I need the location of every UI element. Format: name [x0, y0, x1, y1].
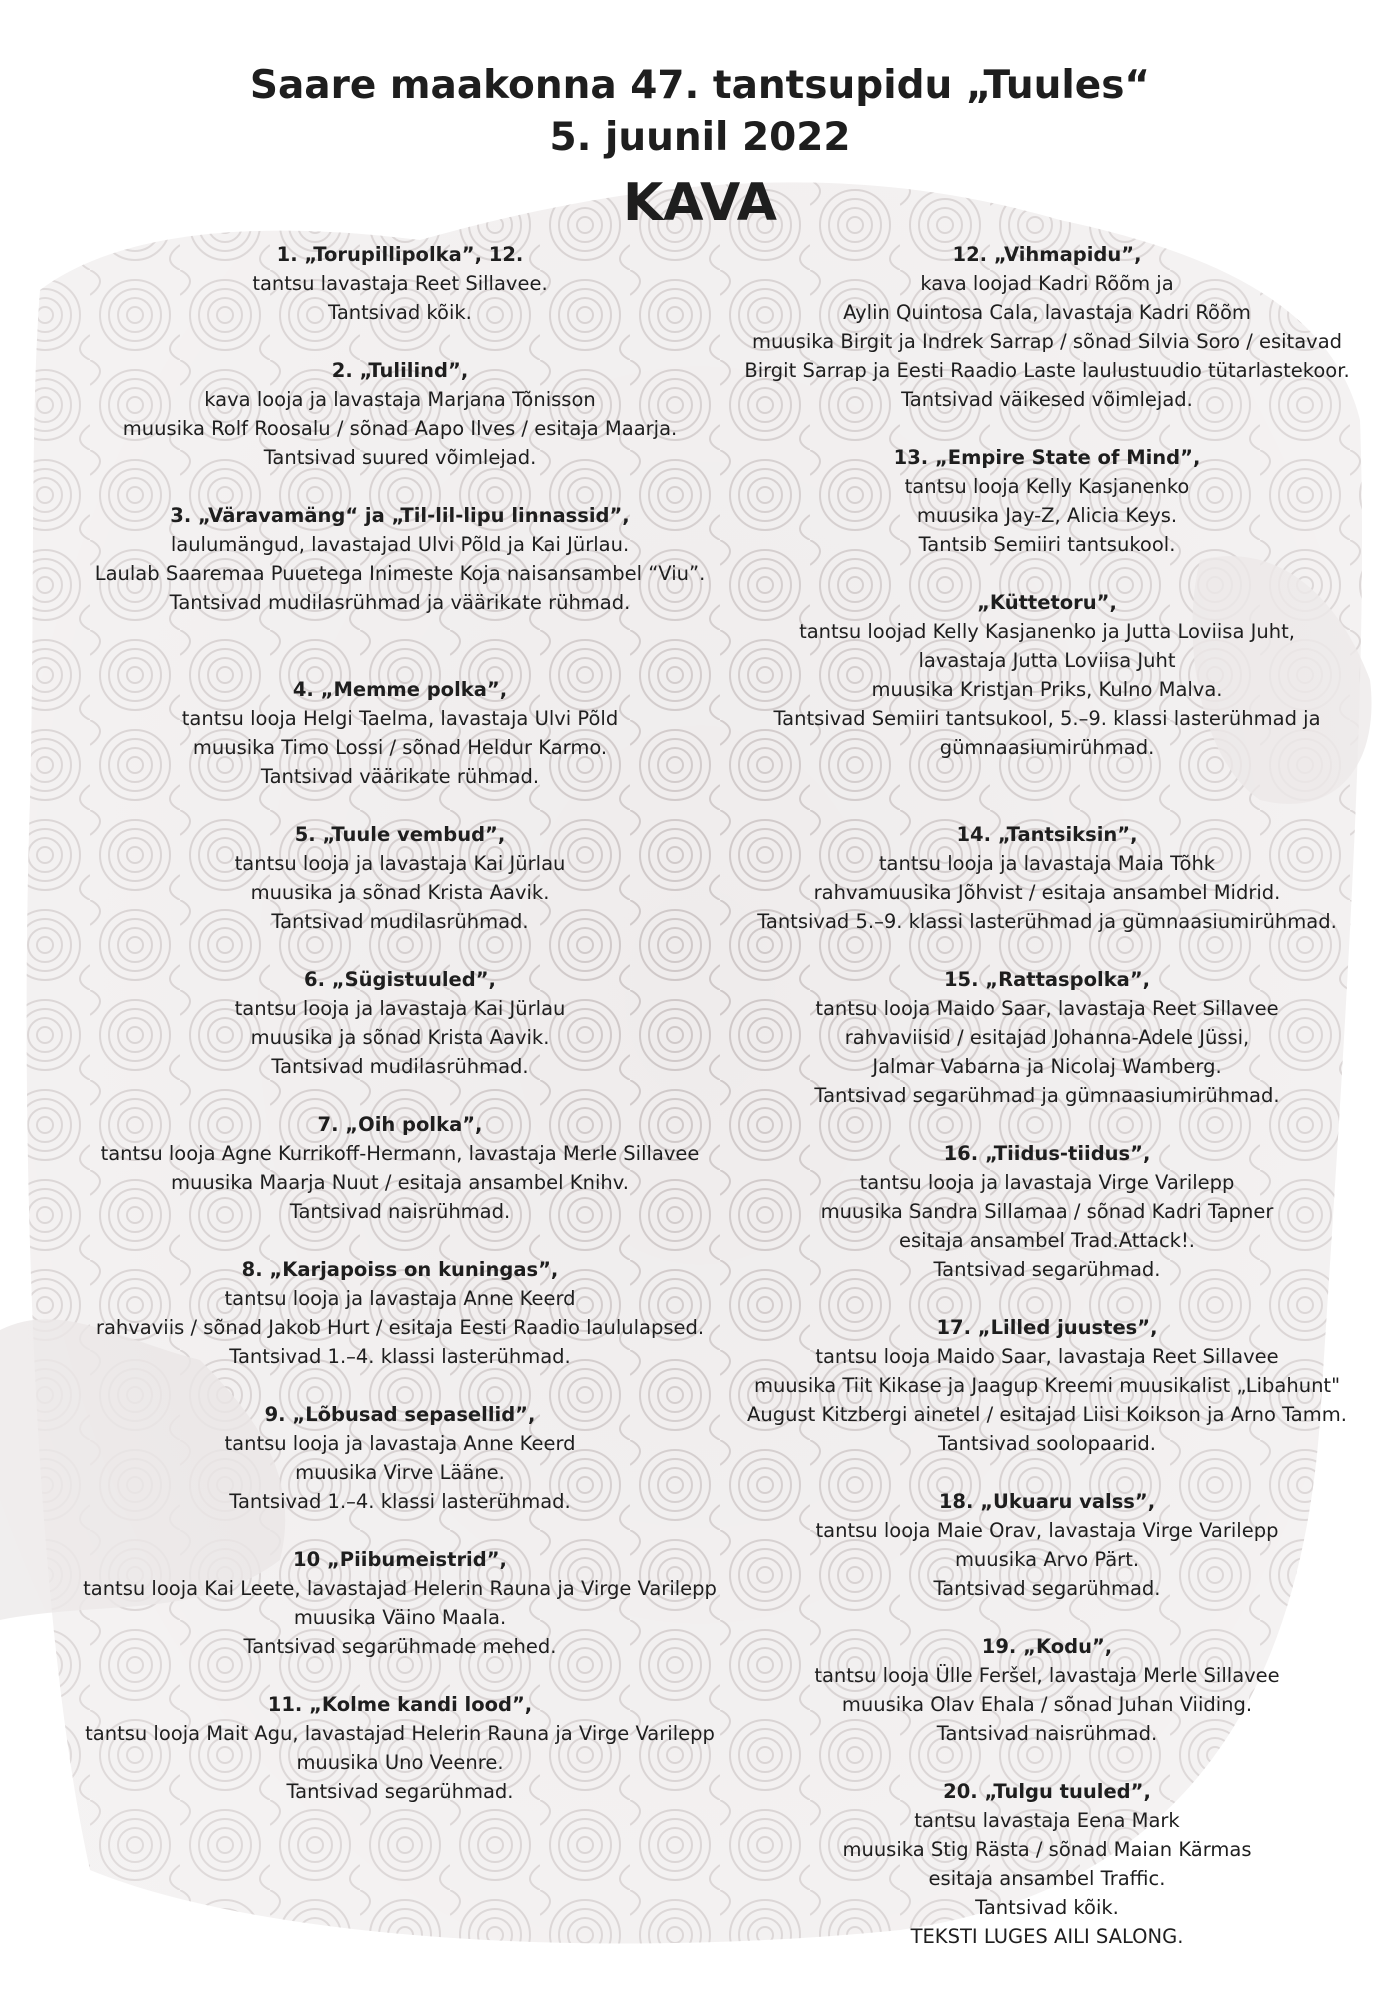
program-item-title: 11. „Kolme kandi lood”,	[267, 1693, 533, 1716]
program-item-title: 5. „Tuule vembud”,	[294, 823, 506, 846]
program-item	[70, 1255, 730, 1371]
program-item-title: 1. „Torupillipolka”, 12.	[276, 243, 524, 266]
program-item-line: tantsu looja ja lavastaja Anne Keerd	[224, 1287, 576, 1310]
program-item-line: kava loojad Kadri Rõõm ja	[920, 272, 1174, 295]
program-item-title: 7. „Oih polka”,	[317, 1113, 483, 1136]
program-item-line: rahvamuusika Jõhvist / esitaja ansambel Midrid.	[813, 881, 1281, 904]
program-item-line: Laulab Saaremaa Puuetega Inimeste Koja naisansambel “Viu”.	[94, 562, 706, 585]
program-item	[722, 1487, 1372, 1603]
program-item	[722, 240, 1372, 414]
program-item-line: Tantsivad 1.–4. klassi lasterühmad.	[229, 1490, 571, 1513]
program-item-title: 13. „Empire State of Mind”,	[893, 446, 1201, 469]
program-item-line: August Kitzbergi ainetel / esitajad Liisi Koikson ja Arno Tamm.	[747, 1403, 1347, 1426]
event-date: 5. juunil 2022	[549, 115, 851, 160]
program-item-line: muusika Maarja Nuut / esitaja ansambel Knihv.	[171, 1171, 629, 1194]
program-item-line: tantsu lavastaja Eena Mark	[914, 1809, 1180, 1832]
program-item-line: tantsu looja Kai Leete, lavastajad Helerin Rauna ja Virge Varilepp	[83, 1577, 717, 1600]
program-item-line: muusika Arvo Pärt.	[954, 1548, 1140, 1571]
program-item	[70, 1110, 730, 1226]
program-item-line: Tantsivad segarühmad.	[286, 1780, 514, 1803]
program-item-title: 16. „Tiidus-tiidus”,	[943, 1142, 1151, 1165]
program-item-line: tantsu looja Kelly Kasjanenko	[904, 475, 1190, 498]
program-item-line: Aylin Quintosa Cala, lavastaja Kadri Rõõm	[843, 301, 1251, 324]
program-item-line: tantsu looja ja lavastaja Kai Jürlau	[234, 997, 566, 1020]
program-item-line: muusika Stig Rästa / sõnad Maian Kärmas	[842, 1838, 1252, 1861]
program-item-line: Jalmar Vabarna ja Nicolaj Wamberg.	[872, 1055, 1222, 1078]
program-item	[722, 1313, 1372, 1458]
program-item-line: muusika ja sõnad Krista Aavik.	[250, 1026, 550, 1049]
program-item-line: Tantsivad väärikate rühmad.	[260, 765, 540, 788]
program-item-line: muusika Tiit Kikase ja Jaagup Kreemi muusikalist „Libahunt"	[753, 1374, 1341, 1397]
program-item-line: tantsu looja Helgi Taelma, lavastaja Ulvi Põld	[181, 707, 619, 730]
program-item-line: Tantsivad Semiiri tantsukool, 5.–9. klassi lasterühmad ja	[773, 707, 1321, 730]
program-item-line: muusika Kristjan Priks, Kulno Malva.	[871, 678, 1223, 701]
program-item-line: esitaja ansambel Traffic.	[928, 1867, 1166, 1890]
program-item	[70, 356, 730, 472]
program-item	[722, 820, 1372, 936]
program-item-line: Tantsivad mudilasrühmad.	[271, 910, 529, 933]
program-item-line: muusika Sandra Sillamaa / sõnad Kadri Tapner	[820, 1200, 1274, 1223]
program-item	[70, 965, 730, 1081]
program-item	[722, 1139, 1372, 1284]
program-item-line: tantsu looja Maido Saar, lavastaja Reet Sillavee	[815, 997, 1279, 1020]
program-item-line: Tantsib Semiiri tantsukool.	[918, 533, 1176, 556]
program-item-title: 12. „Vihmapidu”,	[952, 243, 1142, 266]
program-item-line: muusika ja sõnad Krista Aavik.	[250, 881, 550, 904]
program-item-title: 15. „Rattaspolka”,	[943, 968, 1151, 991]
program-item-line: lavastaja Jutta Loviisa Juht	[918, 649, 1176, 672]
program-item-line: Tantsivad segarühmad ja gümnaasiumirühmad.	[814, 1084, 1280, 1107]
program-item-line: Tantsivad mudilasrühmad ja väärikate rühmad.	[169, 591, 631, 614]
program-item-title: 8. „Karjapoiss on kuningas”,	[241, 1258, 559, 1281]
program-item-title: 4. „Memme polka”,	[292, 678, 508, 701]
program-item	[70, 820, 730, 936]
program-item	[722, 588, 1372, 762]
program-item-line: muusika Uno Veenre.	[296, 1751, 504, 1774]
program-item-line: tantsu looja ja lavastaja Anne Keerd	[224, 1432, 576, 1455]
program-item-title: 6. „Sügistuuled”,	[304, 968, 496, 991]
program-item-line: Tantsivad naisrühmad.	[289, 1200, 511, 1223]
program-heading: KAVA	[623, 173, 777, 233]
program-item-title: 9. „Lõbusad sepasellid”,	[264, 1403, 536, 1426]
program-item-line: TEKSTI LUGES AILI SALONG.	[910, 1925, 1184, 1948]
program-item-line: Tantsivad 5.–9. klassi lasterühmad ja gümnaasiumirühmad.	[757, 910, 1337, 933]
program-item	[722, 1632, 1372, 1748]
program-item-line: tantsu looja ja lavastaja Virge Varilepp	[859, 1171, 1235, 1194]
program-item-title: 10 „Piibumeistrid”,	[293, 1548, 507, 1571]
program-item-line: tantsu looja Mait Agu, lavastajad Helerin Rauna ja Virge Varilepp	[85, 1722, 715, 1745]
program-item	[722, 443, 1372, 559]
program-item-line: Tantsivad segarühmad.	[933, 1258, 1161, 1281]
program-item-line: tantsu looja Maie Orav, lavastaja Virge Varilepp	[815, 1519, 1279, 1542]
program-item-line: Tantsivad kõik.	[975, 1896, 1119, 1919]
program-item-title: 3. „Väravamäng“ ja „Til-lil-lipu linnassid”,	[170, 504, 630, 527]
program-item-line: rahvaviis / sõnad Jakob Hurt / esitaja Eesti Raadio laululapsed.	[95, 1316, 705, 1339]
program-item	[70, 240, 730, 327]
program-item	[70, 1545, 730, 1661]
program-item-title: „Küttetoru”,	[977, 591, 1117, 614]
program-column-left	[70, 240, 730, 1835]
program-item-line: Tantsivad suured võimlejad.	[263, 446, 537, 469]
program-item-title: 2. „Tulilind”,	[331, 359, 469, 382]
program-item-line: Tantsivad väikesed võimlejad.	[901, 388, 1193, 411]
program-item-title: 17. „Lilled juustes”,	[936, 1316, 1158, 1339]
program-item	[722, 965, 1372, 1110]
program-item-line: Tantsivad segarühmade mehed.	[243, 1635, 557, 1658]
program-item-line: tantsu looja Ülle Feršel, lavastaja Merle Sillavee	[814, 1664, 1280, 1687]
program-item-title: 18. „Ukuaru valss”,	[938, 1490, 1156, 1513]
program-item	[70, 501, 730, 617]
program-item-line: muusika Jay-Z, Alicia Keys.	[916, 504, 1178, 527]
program-item-line: tantsu looja ja lavastaja Kai Jürlau	[234, 852, 566, 875]
program-item-line: Tantsivad 1.–4. klassi lasterühmad.	[229, 1345, 571, 1368]
program-item-line: muusika Väino Maala.	[293, 1606, 507, 1629]
program-item-line: Tantsivad segarühmad.	[933, 1577, 1161, 1600]
program-item-line: laulumängud, lavastajad Ulvi Põld ja Kai Jürlau.	[170, 533, 630, 556]
program-item-line: esitaja ansambel Trad.Attack!.	[899, 1229, 1195, 1252]
program-item-line: muusika Rolf Roosalu / sõnad Aapo Ilves / esitaja Maarja.	[122, 417, 678, 440]
program-item-line: Birgit Sarrap ja Eesti Raadio Laste laulustuudio tütarlastekoor.	[744, 359, 1350, 382]
program-item-line: muusika Olav Ehala / sõnad Juhan Viiding.	[841, 1693, 1253, 1716]
program-item-line: tantsu loojad Kelly Kasjanenko ja Jutta Loviisa Juht,	[799, 620, 1295, 643]
page-header	[0, 60, 1400, 236]
program-item-line: kava looja ja lavastaja Marjana Tõnisson	[204, 388, 596, 411]
program-item-line: Tantsivad soolopaarid.	[938, 1432, 1156, 1455]
program-item-line: muusika Birgit ja Indrek Sarrap / sõnad Silvia Soro / esitavad	[751, 330, 1343, 353]
program-item-line: muusika Timo Lossi / sõnad Heldur Karmo.	[192, 736, 608, 759]
event-title: Saare maakonna 47. tantsupidu „Tuules“	[249, 63, 1151, 108]
program-item-line: rahvaviisid / esitajad Johanna-Adele Jüssi,	[844, 1026, 1250, 1049]
program-item-title: 14. „Tantsiksin”,	[956, 823, 1138, 846]
program-item-line: tantsu lavastaja Reet Sillavee.	[252, 272, 548, 295]
program-item-line: muusika Virve Lääne.	[295, 1461, 505, 1484]
program-item-line: Tantsivad mudilasrühmad.	[271, 1055, 529, 1078]
program-column-right	[722, 240, 1372, 1980]
program-item-line: tantsu looja Agne Kurrikoff-Hermann, lavastaja Merle Sillavee	[100, 1142, 700, 1165]
program-item	[70, 675, 730, 791]
program-item	[722, 1777, 1372, 1951]
program-item	[70, 1400, 730, 1516]
program-item-line: Tantsivad kõik.	[328, 301, 472, 324]
program-item-line: tantsu looja ja lavastaja Maia Tõhk	[878, 852, 1216, 875]
program-item-title: 20. „Tulgu tuuled”,	[943, 1780, 1151, 1803]
program-item-title: 19. „Kodu”,	[981, 1635, 1113, 1658]
program-item	[70, 1690, 730, 1806]
program-item-line: gümnaasiumirühmad.	[939, 736, 1155, 759]
program-item-line: Tantsivad naisrühmad.	[936, 1722, 1158, 1745]
program-item-line: tantsu looja Maido Saar, lavastaja Reet Sillavee	[815, 1345, 1279, 1368]
